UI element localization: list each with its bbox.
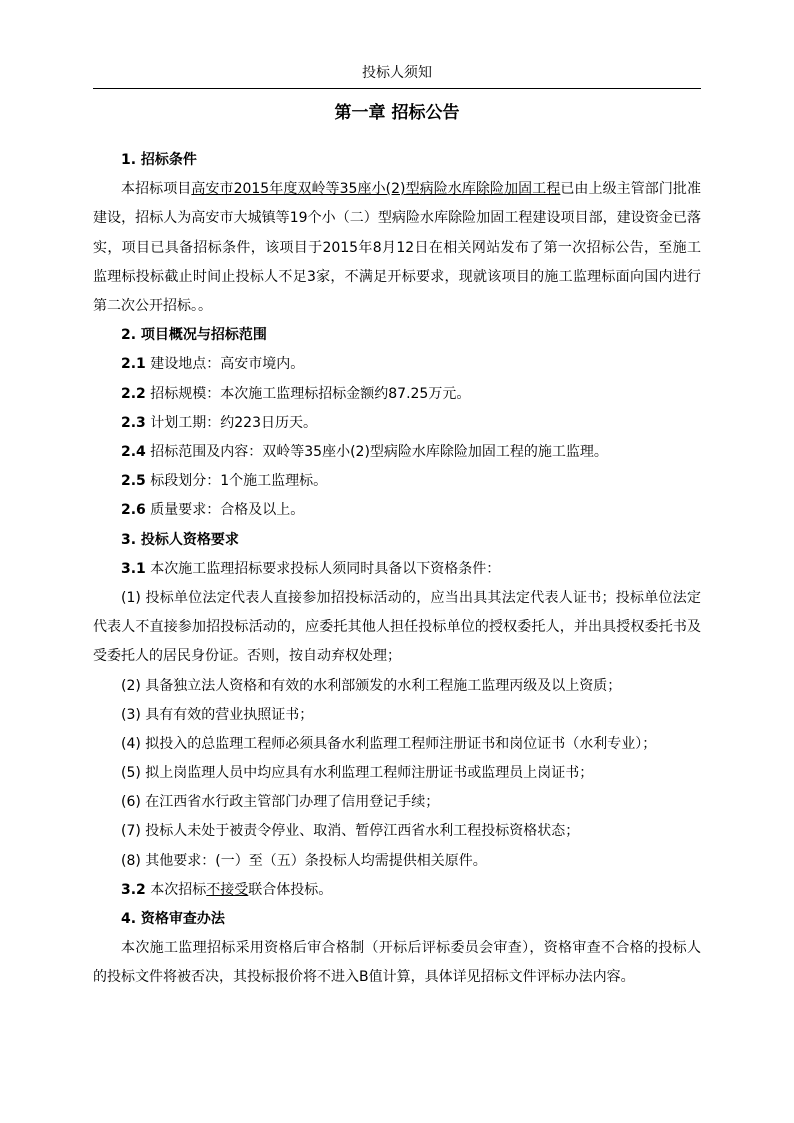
section-1-text-pre: 本招标项目 bbox=[121, 181, 192, 198]
document-body bbox=[93, 146, 701, 993]
item-number: 3.2 bbox=[121, 881, 146, 898]
item-number: 2.2 bbox=[121, 385, 146, 402]
item-number: 2.3 bbox=[121, 414, 146, 431]
section-1-paragraph bbox=[93, 175, 701, 321]
item-text: 建设地点：高安市境内。 bbox=[150, 356, 305, 373]
item-2-4 bbox=[93, 438, 701, 467]
requirement-7: (7) 投标人未处于被责令停业、取消、暂停江西省水利工程投标资格状态； bbox=[121, 823, 580, 840]
item-number: 2.1 bbox=[121, 356, 146, 373]
item-number: 2.6 bbox=[121, 502, 146, 519]
item-number: 2.4 bbox=[121, 443, 146, 460]
running-header: 投标人须知 bbox=[362, 65, 432, 81]
item-text-pre: 本次招标 bbox=[150, 881, 207, 898]
item-text: 本次施工监理招标要求投标人须同时具备以下资格条件： bbox=[150, 560, 501, 577]
item-text: 计划工期：约223日历天。 bbox=[150, 414, 317, 431]
chapter-title: 第一章 招标公告 bbox=[334, 103, 460, 123]
section-4-paragraph: 本次施工监理招标采用资格后审合格制（开标后评标委员会审查），资格审查不合格的投标人的投标文件将被否决，其投标报价将不进入B值计算，具体详见招标文件评标办法内容。 bbox=[93, 940, 701, 986]
item-3-1 bbox=[93, 555, 701, 584]
requirement-4: (4) 拟投入的总监理工程师必须具备水利监理工程师注册证书和岗位证书（水利专业）； bbox=[121, 735, 657, 752]
item-text-post: 联合体投标。 bbox=[248, 881, 333, 898]
item-2-3 bbox=[93, 409, 701, 438]
item-2-2 bbox=[93, 380, 701, 409]
item-3-2 bbox=[93, 876, 701, 905]
requirement-5: (5) 拟上岗监理人员中均应具有水利监理工程师注册证书或监理员上岗证书； bbox=[121, 765, 594, 782]
requirement-6: (6) 在江西省水行政主管部门办理了信用登记手续； bbox=[121, 794, 440, 811]
item-number: 2.5 bbox=[121, 473, 146, 490]
item-2-1 bbox=[93, 350, 701, 379]
project-name: 高安市2015年度双岭等35座小(2)型病险水库除险加固工程 bbox=[191, 181, 561, 198]
header-rule bbox=[93, 88, 701, 89]
section-1-heading: 1. 招标条件 bbox=[121, 152, 197, 168]
requirement-3: (3) 具有有效的营业执照证书； bbox=[121, 706, 314, 723]
item-text: 质量要求：合格及以上。 bbox=[150, 502, 305, 519]
item-2-6 bbox=[93, 496, 701, 525]
section-4-heading: 4. 资格审查办法 bbox=[121, 911, 225, 927]
item-text: 招标规模：本次施工监理标招标金额约87.25万元。 bbox=[150, 385, 471, 402]
underlined-term: 不接受 bbox=[206, 881, 249, 898]
item-text: 标段划分：1个施工监理标。 bbox=[150, 473, 328, 490]
item-number: 3.1 bbox=[121, 560, 146, 577]
section-3-heading: 3. 投标人资格要求 bbox=[121, 531, 239, 548]
requirement-8: (8) 其他要求：(一）至（五）条投标人均需提供相关原件。 bbox=[121, 852, 487, 869]
requirement-2: (2) 具备独立法人资格和有效的水利部颁发的水利工程施工监理丙级及以上资质； bbox=[121, 677, 622, 694]
section-2-heading: 2. 项目概况与招标范围 bbox=[121, 327, 267, 344]
item-2-5 bbox=[93, 467, 701, 496]
section-1-text-post: 已由上级主管部门批准建设，招标人为高安市大城镇等19个小（二）型病险水库除险加固工程建设项目部，建设资金已落实，项目已具备招标条件，该项目于2015年8月12日在相关网站发布了第一次招标公告，至施工监理标投标截止时间止投标人不足3家，不满足开标要求，现就该项目的施工监理标面向国内进行第二次公开招标。。 bbox=[93, 181, 702, 314]
requirement-1: (1) 投标单位法定代表人直接参加招投标活动的，应当出具其法定代表人证书；投标单位法定代表人不直接参加招投标活动的，应委托其他人担任投标单位的授权委托人，并出具授权委托书及受委托人的居民身份证。否则，按自动弃权处理； bbox=[93, 589, 701, 665]
item-text: 招标范围及内容：双岭等35座小(2)型病险水库除险加固工程的施工监理。 bbox=[150, 443, 608, 460]
